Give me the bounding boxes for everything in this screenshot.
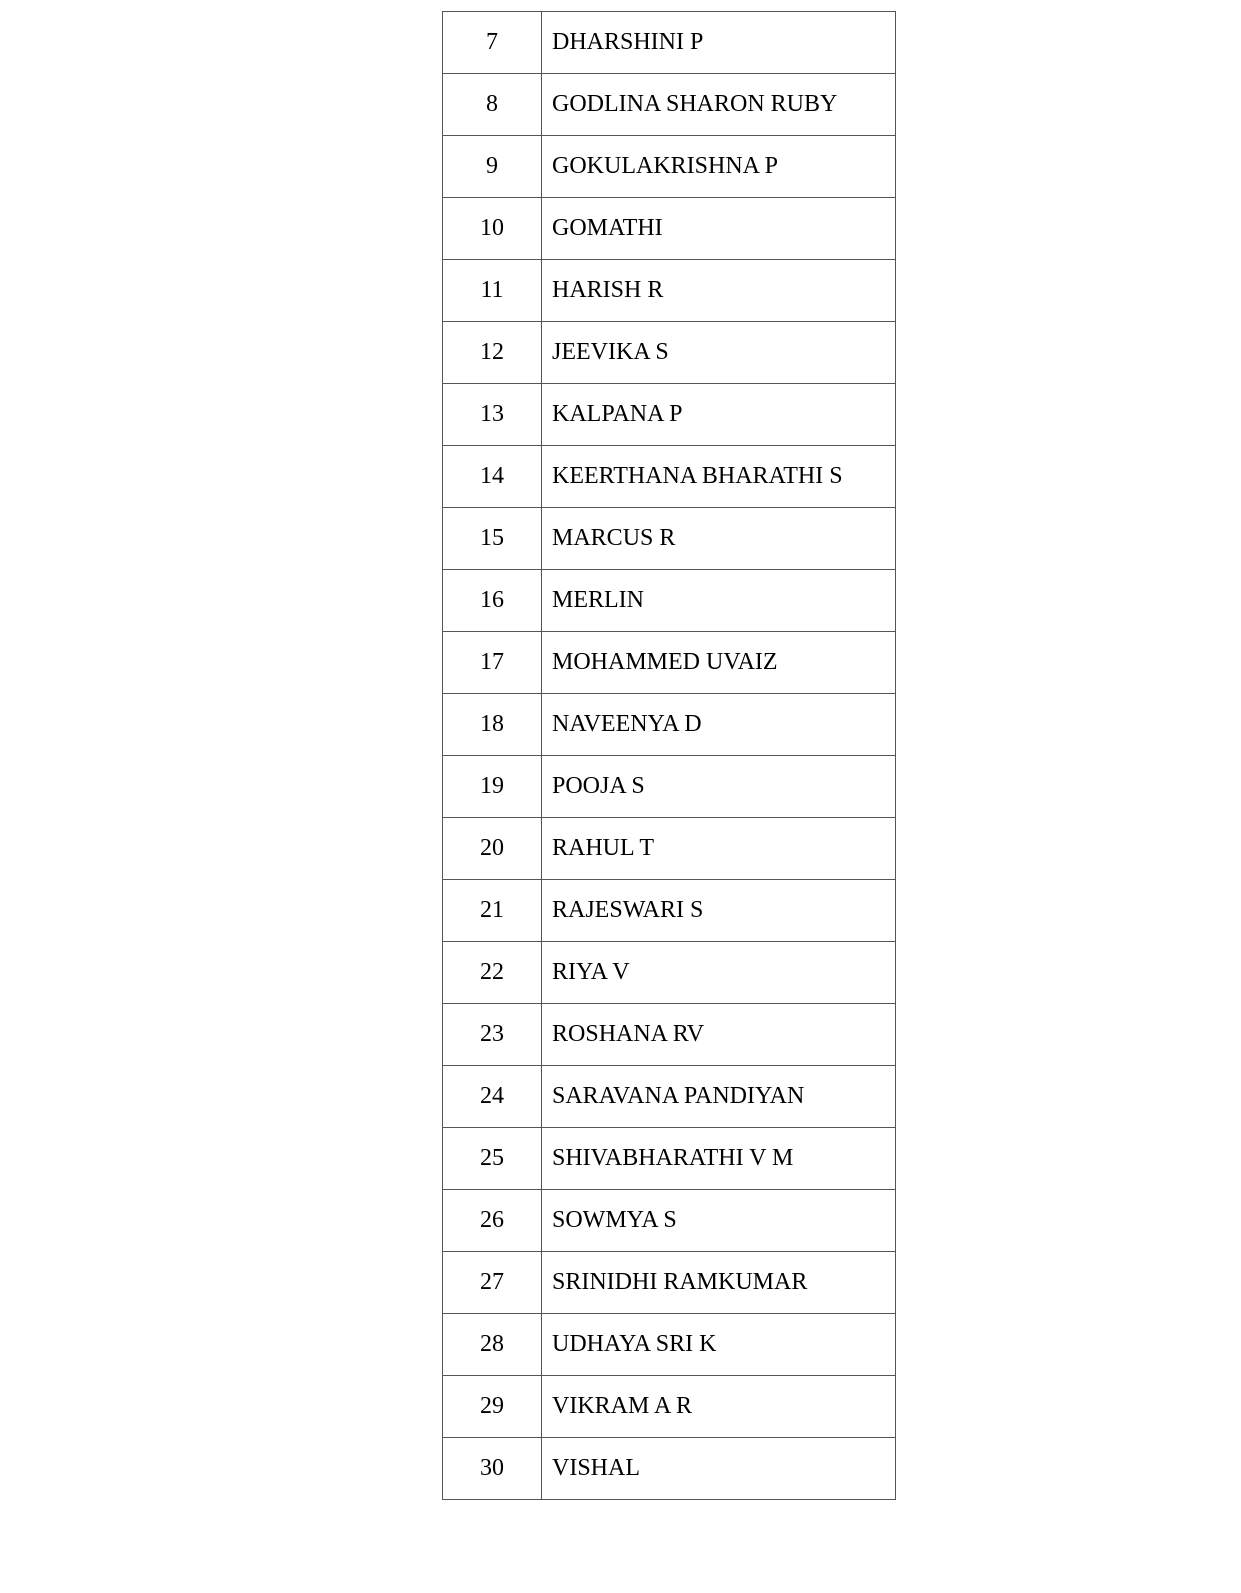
serial-number-cell: 7 bbox=[443, 12, 542, 74]
serial-number-cell: 24 bbox=[443, 1066, 542, 1128]
serial-number-cell: 30 bbox=[443, 1438, 542, 1500]
student-name-cell: SHIVABHARATHI V M bbox=[542, 1128, 896, 1190]
table-row bbox=[443, 322, 896, 384]
table-row bbox=[443, 570, 896, 632]
student-name-cell: VISHAL bbox=[542, 1438, 896, 1500]
student-name-cell: DHARSHINI P bbox=[542, 12, 896, 74]
student-name-cell: HARISH R bbox=[542, 260, 896, 322]
serial-number-cell: 23 bbox=[443, 1004, 542, 1066]
serial-number-cell: 29 bbox=[443, 1376, 542, 1438]
table-row bbox=[443, 1314, 896, 1376]
serial-number-cell: 21 bbox=[443, 880, 542, 942]
student-name-cell: MOHAMMED UVAIZ bbox=[542, 632, 896, 694]
table-row bbox=[443, 818, 896, 880]
roster-table-body bbox=[443, 12, 896, 1500]
serial-number-cell: 25 bbox=[443, 1128, 542, 1190]
table-row bbox=[443, 260, 896, 322]
student-name-cell: RIYA V bbox=[542, 942, 896, 1004]
table-row bbox=[443, 632, 896, 694]
student-name-cell: KEERTHANA BHARATHI S bbox=[542, 446, 896, 508]
student-name-cell: SRINIDHI RAMKUMAR bbox=[542, 1252, 896, 1314]
table-row bbox=[443, 198, 896, 260]
serial-number-cell: 8 bbox=[443, 74, 542, 136]
student-name-cell: NAVEENYA D bbox=[542, 694, 896, 756]
serial-number-cell: 18 bbox=[443, 694, 542, 756]
table-row bbox=[443, 74, 896, 136]
table-row bbox=[443, 1066, 896, 1128]
student-name-cell: MARCUS R bbox=[542, 508, 896, 570]
table-row bbox=[443, 942, 896, 1004]
table-row bbox=[443, 1190, 896, 1252]
serial-number-cell: 26 bbox=[443, 1190, 542, 1252]
serial-number-cell: 9 bbox=[443, 136, 542, 198]
table-row bbox=[443, 1438, 896, 1500]
student-name-cell: GOMATHI bbox=[542, 198, 896, 260]
student-name-cell: SOWMYA S bbox=[542, 1190, 896, 1252]
serial-number-cell: 12 bbox=[443, 322, 542, 384]
serial-number-cell: 20 bbox=[443, 818, 542, 880]
table-row bbox=[443, 1004, 896, 1066]
table-row bbox=[443, 756, 896, 818]
serial-number-cell: 14 bbox=[443, 446, 542, 508]
serial-number-cell: 11 bbox=[443, 260, 542, 322]
table-row bbox=[443, 880, 896, 942]
student-name-cell: GOKULAKRISHNA P bbox=[542, 136, 896, 198]
student-name-cell: ROSHANA RV bbox=[542, 1004, 896, 1066]
table-row bbox=[443, 136, 896, 198]
table-row bbox=[443, 1376, 896, 1438]
serial-number-cell: 16 bbox=[443, 570, 542, 632]
student-name-cell: SARAVANA PANDIYAN bbox=[542, 1066, 896, 1128]
serial-number-cell: 17 bbox=[443, 632, 542, 694]
roster-table bbox=[442, 11, 896, 1500]
table-row bbox=[443, 384, 896, 446]
student-name-cell: KALPANA P bbox=[542, 384, 896, 446]
table-row bbox=[443, 1128, 896, 1190]
student-name-cell: MERLIN bbox=[542, 570, 896, 632]
table-row bbox=[443, 1252, 896, 1314]
student-name-cell: RAJESWARI S bbox=[542, 880, 896, 942]
student-name-cell: UDHAYA SRI K bbox=[542, 1314, 896, 1376]
table-row bbox=[443, 446, 896, 508]
student-name-cell: VIKRAM A R bbox=[542, 1376, 896, 1438]
student-name-cell: POOJA S bbox=[542, 756, 896, 818]
serial-number-cell: 27 bbox=[443, 1252, 542, 1314]
serial-number-cell: 15 bbox=[443, 508, 542, 570]
student-name-cell: JEEVIKA S bbox=[542, 322, 896, 384]
serial-number-cell: 10 bbox=[443, 198, 542, 260]
table-row bbox=[443, 694, 896, 756]
serial-number-cell: 22 bbox=[443, 942, 542, 1004]
serial-number-cell: 13 bbox=[443, 384, 542, 446]
student-name-cell: GODLINA SHARON RUBY bbox=[542, 74, 896, 136]
serial-number-cell: 28 bbox=[443, 1314, 542, 1376]
student-name-cell: RAHUL T bbox=[542, 818, 896, 880]
serial-number-cell: 19 bbox=[443, 756, 542, 818]
table-row bbox=[443, 508, 896, 570]
table-row bbox=[443, 12, 896, 74]
